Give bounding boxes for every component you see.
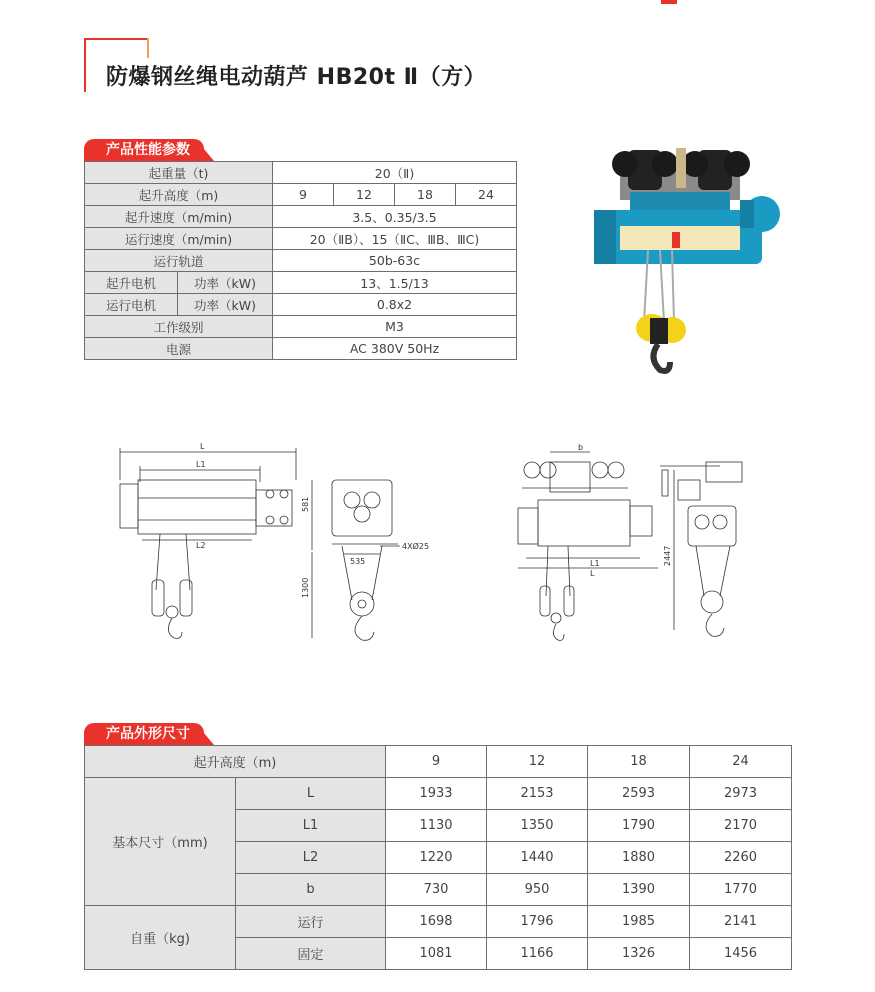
spec-tab: 产品性能参数 [84, 139, 204, 161]
spec-value: 3.5、0.35/3.5 [273, 206, 517, 228]
table-row [85, 272, 517, 294]
spec-label: 运行电机 [85, 294, 178, 316]
spec-label: 起升高度（m) [85, 184, 273, 206]
spec-value: 9 [273, 184, 334, 206]
spec-value: 13、1.5/13 [273, 272, 517, 294]
spec-label: 运行速度（m/min) [85, 228, 273, 250]
end-view-alt-drawing [660, 462, 742, 636]
title-bracket [84, 38, 148, 40]
dim-label-L2: L2 [196, 541, 206, 550]
cell: 1933 [386, 778, 487, 810]
row-name: L2 [236, 842, 386, 874]
spec-sublabel: 功率（kW) [178, 272, 273, 294]
row-name: 固定 [236, 938, 386, 970]
spec-sublabel: 功率（kW) [178, 294, 273, 316]
dim-label-L: L [200, 442, 205, 451]
table-row [85, 906, 792, 938]
dims-header-cell: 24 [690, 746, 792, 778]
table-row [85, 206, 517, 228]
spec-value: 0.8x2 [273, 294, 517, 316]
table-row [85, 338, 517, 360]
spec-value: AC 380V 50Hz [273, 338, 517, 360]
cell: 1698 [386, 906, 487, 938]
dim-label-L1-alt: L1 [590, 559, 600, 568]
hoist-product-image [580, 140, 780, 385]
cell: 1081 [386, 938, 487, 970]
cell: 1880 [588, 842, 690, 874]
dim-label-L1: L1 [196, 460, 206, 469]
row-name: b [236, 874, 386, 906]
table-row [85, 316, 517, 338]
cell: 1790 [588, 810, 690, 842]
weight-label: 自重（kg) [85, 906, 236, 970]
title-bracket-left [84, 38, 86, 92]
spec-label: 起升电机 [85, 272, 178, 294]
dims-table [84, 745, 792, 970]
cell: 1130 [386, 810, 487, 842]
dim-label-581: 581 [301, 496, 310, 512]
cell: 2153 [487, 778, 588, 810]
row-name: L1 [236, 810, 386, 842]
spec-value: 24 [456, 184, 517, 206]
cell: 1166 [487, 938, 588, 970]
cell: 1326 [588, 938, 690, 970]
spec-value: 12 [334, 184, 395, 206]
spec-value: 20（Ⅱ) [273, 162, 517, 184]
spec-value: 20（ⅡB）、15（ⅡC、ⅢB、ⅢC) [273, 228, 517, 250]
dim-label-holes: 4XØ25 [402, 542, 430, 551]
dim-label-535: 535 [350, 557, 366, 566]
row-name: L [236, 778, 386, 810]
spec-value: 50b-63c [273, 250, 517, 272]
dims-header-cell: 12 [487, 746, 588, 778]
spec-value: M3 [273, 316, 517, 338]
table-row [85, 294, 517, 316]
spec-label: 电源 [85, 338, 273, 360]
cell: 1456 [690, 938, 792, 970]
cell: 1770 [690, 874, 792, 906]
dim-label-L-alt: L [590, 569, 595, 578]
cell: 2170 [690, 810, 792, 842]
cell: 2141 [690, 906, 792, 938]
title-bracket-accent [147, 38, 149, 58]
cell: 1390 [588, 874, 690, 906]
cell: 1350 [487, 810, 588, 842]
spec-label: 运行轨道 [85, 250, 273, 272]
spec-label: 起重量（t) [85, 162, 273, 184]
table-row [85, 778, 792, 810]
dim-label-b: b [578, 443, 584, 452]
cell: 1220 [386, 842, 487, 874]
dim-label-2447: 2447 [663, 545, 672, 566]
dims-tab: 产品外形尺寸 [84, 723, 204, 745]
row-name: 运行 [236, 906, 386, 938]
cell: 1985 [588, 906, 690, 938]
cell: 2593 [588, 778, 690, 810]
table-row [85, 184, 517, 206]
spec-label: 起升速度（m/min) [85, 206, 273, 228]
dims-header-label: 起升高度（m) [85, 746, 386, 778]
table-row [85, 162, 517, 184]
dims-header-cell: 9 [386, 746, 487, 778]
spec-label: 工作级别 [85, 316, 273, 338]
cell: 950 [487, 874, 588, 906]
corner-accent [661, 0, 677, 4]
spec-table [84, 161, 517, 360]
dimension-drawings [100, 440, 800, 655]
side-view-alt-drawing [518, 452, 658, 640]
table-row [85, 228, 517, 250]
spec-value: 18 [395, 184, 456, 206]
basic-dims-label: 基本尺寸（mm) [85, 778, 236, 906]
cell: 2260 [690, 842, 792, 874]
page-title: 防爆钢丝绳电动葫芦 HB20t Ⅱ（方） [106, 65, 487, 90]
cell: 730 [386, 874, 487, 906]
dim-label-1300: 1300 [301, 577, 310, 598]
table-row [85, 250, 517, 272]
dims-header-cell: 18 [588, 746, 690, 778]
cell: 1440 [487, 842, 588, 874]
cell: 1796 [487, 906, 588, 938]
cell: 2973 [690, 778, 792, 810]
side-view-drawing [120, 448, 296, 638]
table-row [85, 746, 792, 778]
